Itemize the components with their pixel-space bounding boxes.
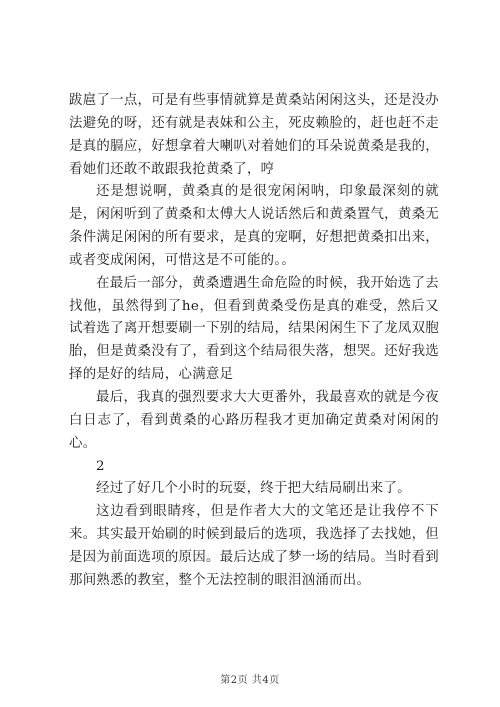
paragraph: 跋扈了一点，可是有些事情就算是黄桑站闲闲这头，还是没办法避免的呀，还有就是表妹和公主，死皮赖脸的，赶也赶不走是真的膈应，好想拿着大喇叭对着她们的耳朵说黄桑是我的，看她们还敢不敢跟我抢黄桑了，哼 (69, 93, 439, 177)
document-body (69, 90, 439, 593)
paragraph: 最后，我真的强烈要求大大更番外，我最喜欢的就是今夜白日志了，看到黄桑的心路历程我才更加确定黄桑对闲闲的心。 (69, 389, 439, 451)
paragraph: 还是想说啊，黄桑真的是很宠闲闲呐，印象最深刻的就是，闲闲听到了黄桑和太傅大人说话然后和黄桑置气，黄桑无条件满足闲闲的所有要求，是真的宠啊，好想把黄桑扣出来，或者变成闲闲，可惜这是不可能的。。 (69, 184, 439, 268)
paragraph: 经过了好几个小时的玩耍，终于把大结局刷出来了。 (96, 481, 411, 497)
section-number: 2 (96, 458, 105, 474)
paragraph: 这边看到眼睛疼，但是作者大大的文笔还是让我停不下来。其实最开始刷的时候到最后的选项，我选择了去找她，但是因为前面选项的原因。最后达成了梦一场的结局。当时看到那间熟悉的教室，整个无法控制的眼泪汹涌而出。 (69, 504, 439, 588)
page-footer: 第2页 共4页 (220, 675, 280, 686)
paragraph: 在最后一部分，黄桑遭遇生命危险的时候，我开始选了去找他，虽然得到了he，但看到黄桑受伤是真的难受，然后又试着选了离开想要刷一下别的结局，结果闲闲生下了龙凤双胞胎，但是黄桑没有了，看到这个结局很失落，想哭。还好我选择的是好的结局，心满意足 (69, 275, 439, 383)
